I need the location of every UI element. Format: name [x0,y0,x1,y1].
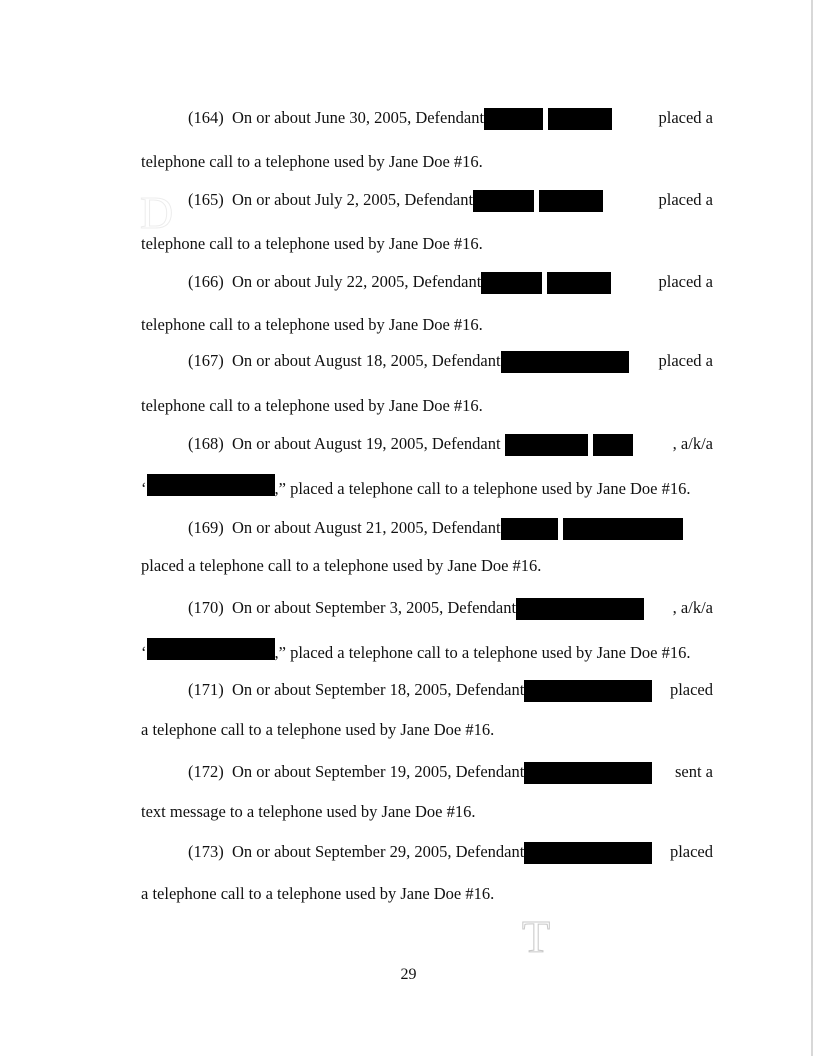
paragraph-170-cont: ‘ ,” placed a telephone call to a telephone used by Jane Doe #16. [141,638,713,663]
paragraph-171-cont: a telephone call to a telephone used by Jane Doe #16. [141,720,495,739]
paragraph-173-cont: a telephone call to a telephone used by Jane Doe #16. [141,884,495,903]
redaction [484,108,546,130]
paragraph-165: (165) On or about July 2, 2005, Defendant placed a [188,188,713,210]
redaction [147,638,275,660]
paragraph-170: (170) On or about September 3, 2005, Defendant , a/k/a [188,598,713,618]
redaction [501,351,629,373]
redaction [147,474,275,496]
redaction [539,190,603,212]
redaction [593,434,633,456]
redaction [548,108,612,130]
paragraph-169: (169) On or about August 21, 2005, Defendant [188,516,713,538]
redaction [501,518,561,540]
paragraph-167: (167) On or about August 18, 2005, Defendant placed a [188,351,713,371]
redaction [481,272,545,294]
redaction [516,598,644,620]
redaction [547,272,611,294]
paragraph-164: (164) On or about June 30, 2005, Defendant placed a [188,106,713,128]
redaction [563,518,683,540]
redaction [505,434,591,456]
paragraph-167-cont: telephone call to a telephone used by Jane Doe #16. [141,396,483,415]
redaction [473,190,537,212]
page-number: 29 [400,966,417,983]
paragraph-172: (172) On or about September 19, 2005, Defendant sent a [188,762,713,782]
paragraph-166-cont: telephone call to a telephone used by Jane Doe #16. [141,315,483,334]
paragraph-168: (168) On or about August 19, 2005, Defendant , a/k/a [188,432,713,454]
scan-artifact-t: T [522,911,551,962]
redaction [524,680,652,702]
page-edge [811,0,813,1056]
redaction [524,762,652,784]
paragraph-168-cont: ‘ ,” placed a telephone call to a telephone used by Jane Doe #16. [141,474,713,499]
paragraph-169-cont: placed a telephone call to a telephone used by Jane Doe #16. [141,556,542,575]
paragraph-164-cont: telephone call to a telephone used by Jane Doe #16. [141,152,483,171]
paragraph-172-cont: text message to a telephone used by Jane Doe #16. [141,802,476,821]
scan-artifact-d: D [140,187,174,238]
paragraph-165-cont: telephone call to a telephone used by Jane Doe #16. [141,234,483,253]
redaction [524,842,652,864]
paragraph-171: (171) On or about September 18, 2005, Defendant placed [188,680,713,700]
paragraph-173: (173) On or about September 29, 2005, Defendant placed [188,842,713,862]
paragraph-166: (166) On or about July 22, 2005, Defendant placed a [188,270,713,292]
